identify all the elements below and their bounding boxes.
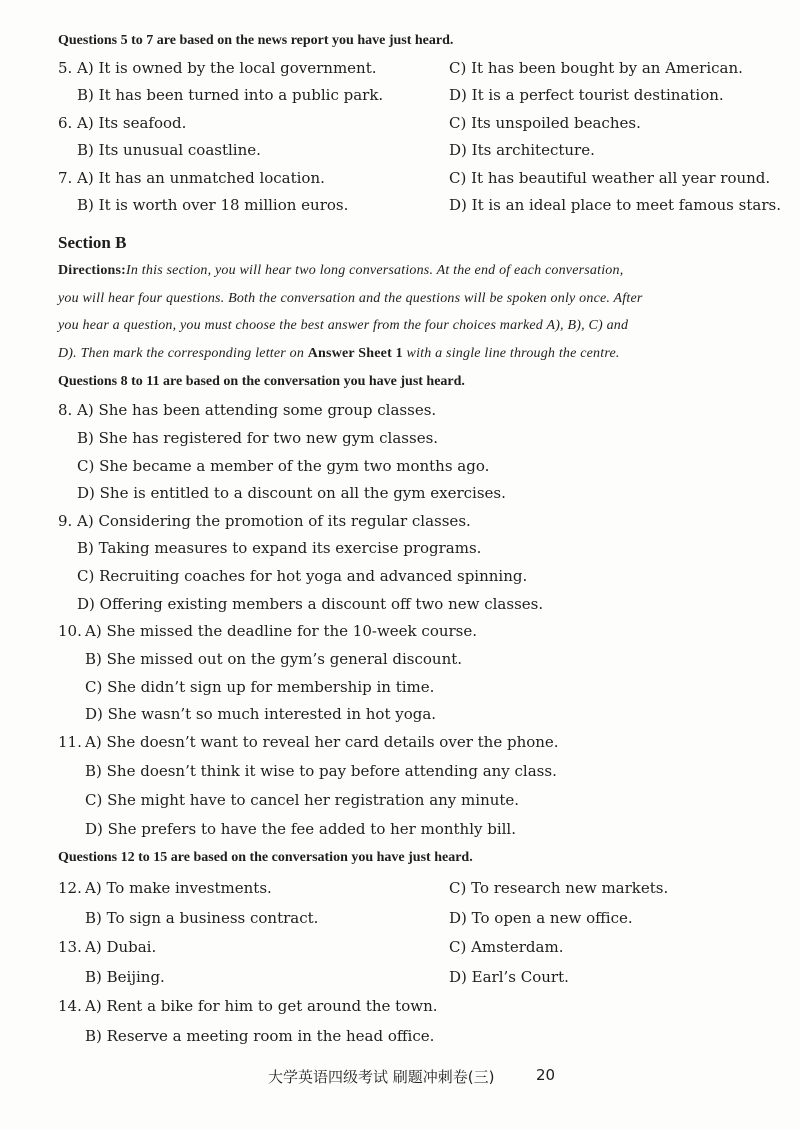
q5-option-d: D) It is a perfect tourist destination. (449, 86, 724, 104)
q10-option-d: D) She wasn’t so much interested in hot yoga. (85, 705, 437, 723)
q11-option-d: D) She prefers to have the fee added to her monthly bill. (85, 820, 517, 838)
q14-number: 14. (58, 997, 82, 1015)
q14-option-a: A) Rent a bike for him to get around the town. (85, 997, 438, 1015)
directions-text-1: In this section, you will hear two long conversations. At the end of each conversation, (126, 263, 624, 278)
q8-option-d: D) She is entitled to a discount on all the gym exercises. (77, 484, 506, 502)
q6-option-a: A) Its seafood. (77, 114, 187, 132)
q13-option-d: D) Earl’s Court. (449, 968, 569, 986)
q7-option-c: C) It has beautiful weather all year round. (449, 169, 771, 187)
q10-option-b: B) She missed out on the gym’s general discount. (85, 650, 463, 668)
q12-number: 12. (58, 879, 82, 897)
q11-option-b: B) She doesn’t think it wise to pay before attending any class. (85, 762, 557, 780)
questions-5-7-heading: Questions 5 to 7 are based on the news report you have just heard. (58, 33, 454, 48)
q9-option-c: C) Recruiting coaches for hot yoga and advanced spinning. (77, 567, 528, 585)
q13-number: 13. (58, 938, 82, 956)
q5-option-c: C) It has been bought by an American. (449, 59, 743, 77)
q5-option-a: A) It is owned by the local government. (77, 59, 377, 77)
q10-option-a: A) She missed the deadline for the 10-week course. (85, 622, 478, 640)
section-b-title: Section B (58, 233, 127, 252)
q6-option-c: C) Its unspoiled beaches. (449, 114, 641, 132)
q12-option-a: A) To make investments. (85, 879, 272, 897)
q7-number: 7. (58, 169, 73, 187)
q5-option-b: B) It has been turned into a public park. (77, 86, 384, 104)
q9-option-a: A) Considering the promotion of its regular classes. (77, 512, 471, 530)
q12-option-b: B) To sign a business contract. (85, 909, 319, 927)
q11-option-a: A) She doesn’t want to reveal her card details over the phone. (85, 733, 559, 751)
q8-option-b: B) She has registered for two new gym classes. (77, 429, 439, 447)
directions-line-1 (58, 263, 623, 279)
q10-number: 10. (58, 622, 82, 640)
questions-8-11-heading: Questions 8 to 11 are based on the conversation you have just heard. (58, 374, 465, 389)
page-number: 20 (536, 1066, 556, 1084)
q7-option-d: D) It is an ideal place to meet famous stars. (449, 196, 781, 214)
q7-option-a: A) It has an unmatched location. (77, 169, 325, 187)
q13-option-b: B) Beijing. (85, 968, 165, 986)
q10-option-c: C) She didn’t sign up for membership in time. (85, 678, 435, 696)
answer-sheet-label: Answer Sheet 1 (307, 346, 403, 361)
q6-option-d: D) Its architecture. (449, 141, 595, 159)
questions-12-15-heading: Questions 12 to 15 are based on the conversation you have just heard. (58, 850, 473, 865)
q14-option-b: B) Reserve a meeting room in the head office. (85, 1027, 435, 1045)
directions-label: Directions: (58, 263, 127, 278)
directions-line-3: you hear a question, you must choose the best answer from the four choices marked A), B), C) and (58, 318, 629, 333)
q9-number: 9. (58, 512, 73, 530)
footer-title: 大学英语四级考试 刷题冲刺卷(三) (268, 1068, 495, 1086)
q8-number: 8. (58, 401, 73, 419)
q6-number: 6. (58, 114, 73, 132)
q11-number: 11. (58, 733, 82, 751)
directions-text-4a: D). Then mark the corresponding letter on (58, 346, 308, 361)
directions-line-4 (58, 346, 620, 362)
q12-option-c: C) To research new markets. (449, 879, 669, 897)
q5-number: 5. (58, 59, 73, 77)
q8-option-c: C) She became a member of the gym two months ago. (77, 457, 490, 475)
q12-option-d: D) To open a new office. (449, 909, 633, 927)
q13-option-a: A) Dubai. (85, 938, 157, 956)
q8-option-a: A) She has been attending some group classes. (77, 401, 437, 419)
q13-option-c: C) Amsterdam. (449, 938, 564, 956)
q6-option-b: B) Its unusual coastline. (77, 141, 261, 159)
q11-option-c: C) She might have to cancel her registration any minute. (85, 791, 520, 809)
directions-line-2: you will hear four questions. Both the conversation and the questions will be spoken only once. After (58, 291, 643, 306)
q9-option-d: D) Offering existing members a discount off two new classes. (77, 595, 544, 613)
q9-option-b: B) Taking measures to expand its exercise programs. (77, 539, 482, 557)
directions-text-4b: with a single line through the centre. (402, 346, 620, 361)
q7-option-b: B) It is worth over 18 million euros. (77, 196, 349, 214)
